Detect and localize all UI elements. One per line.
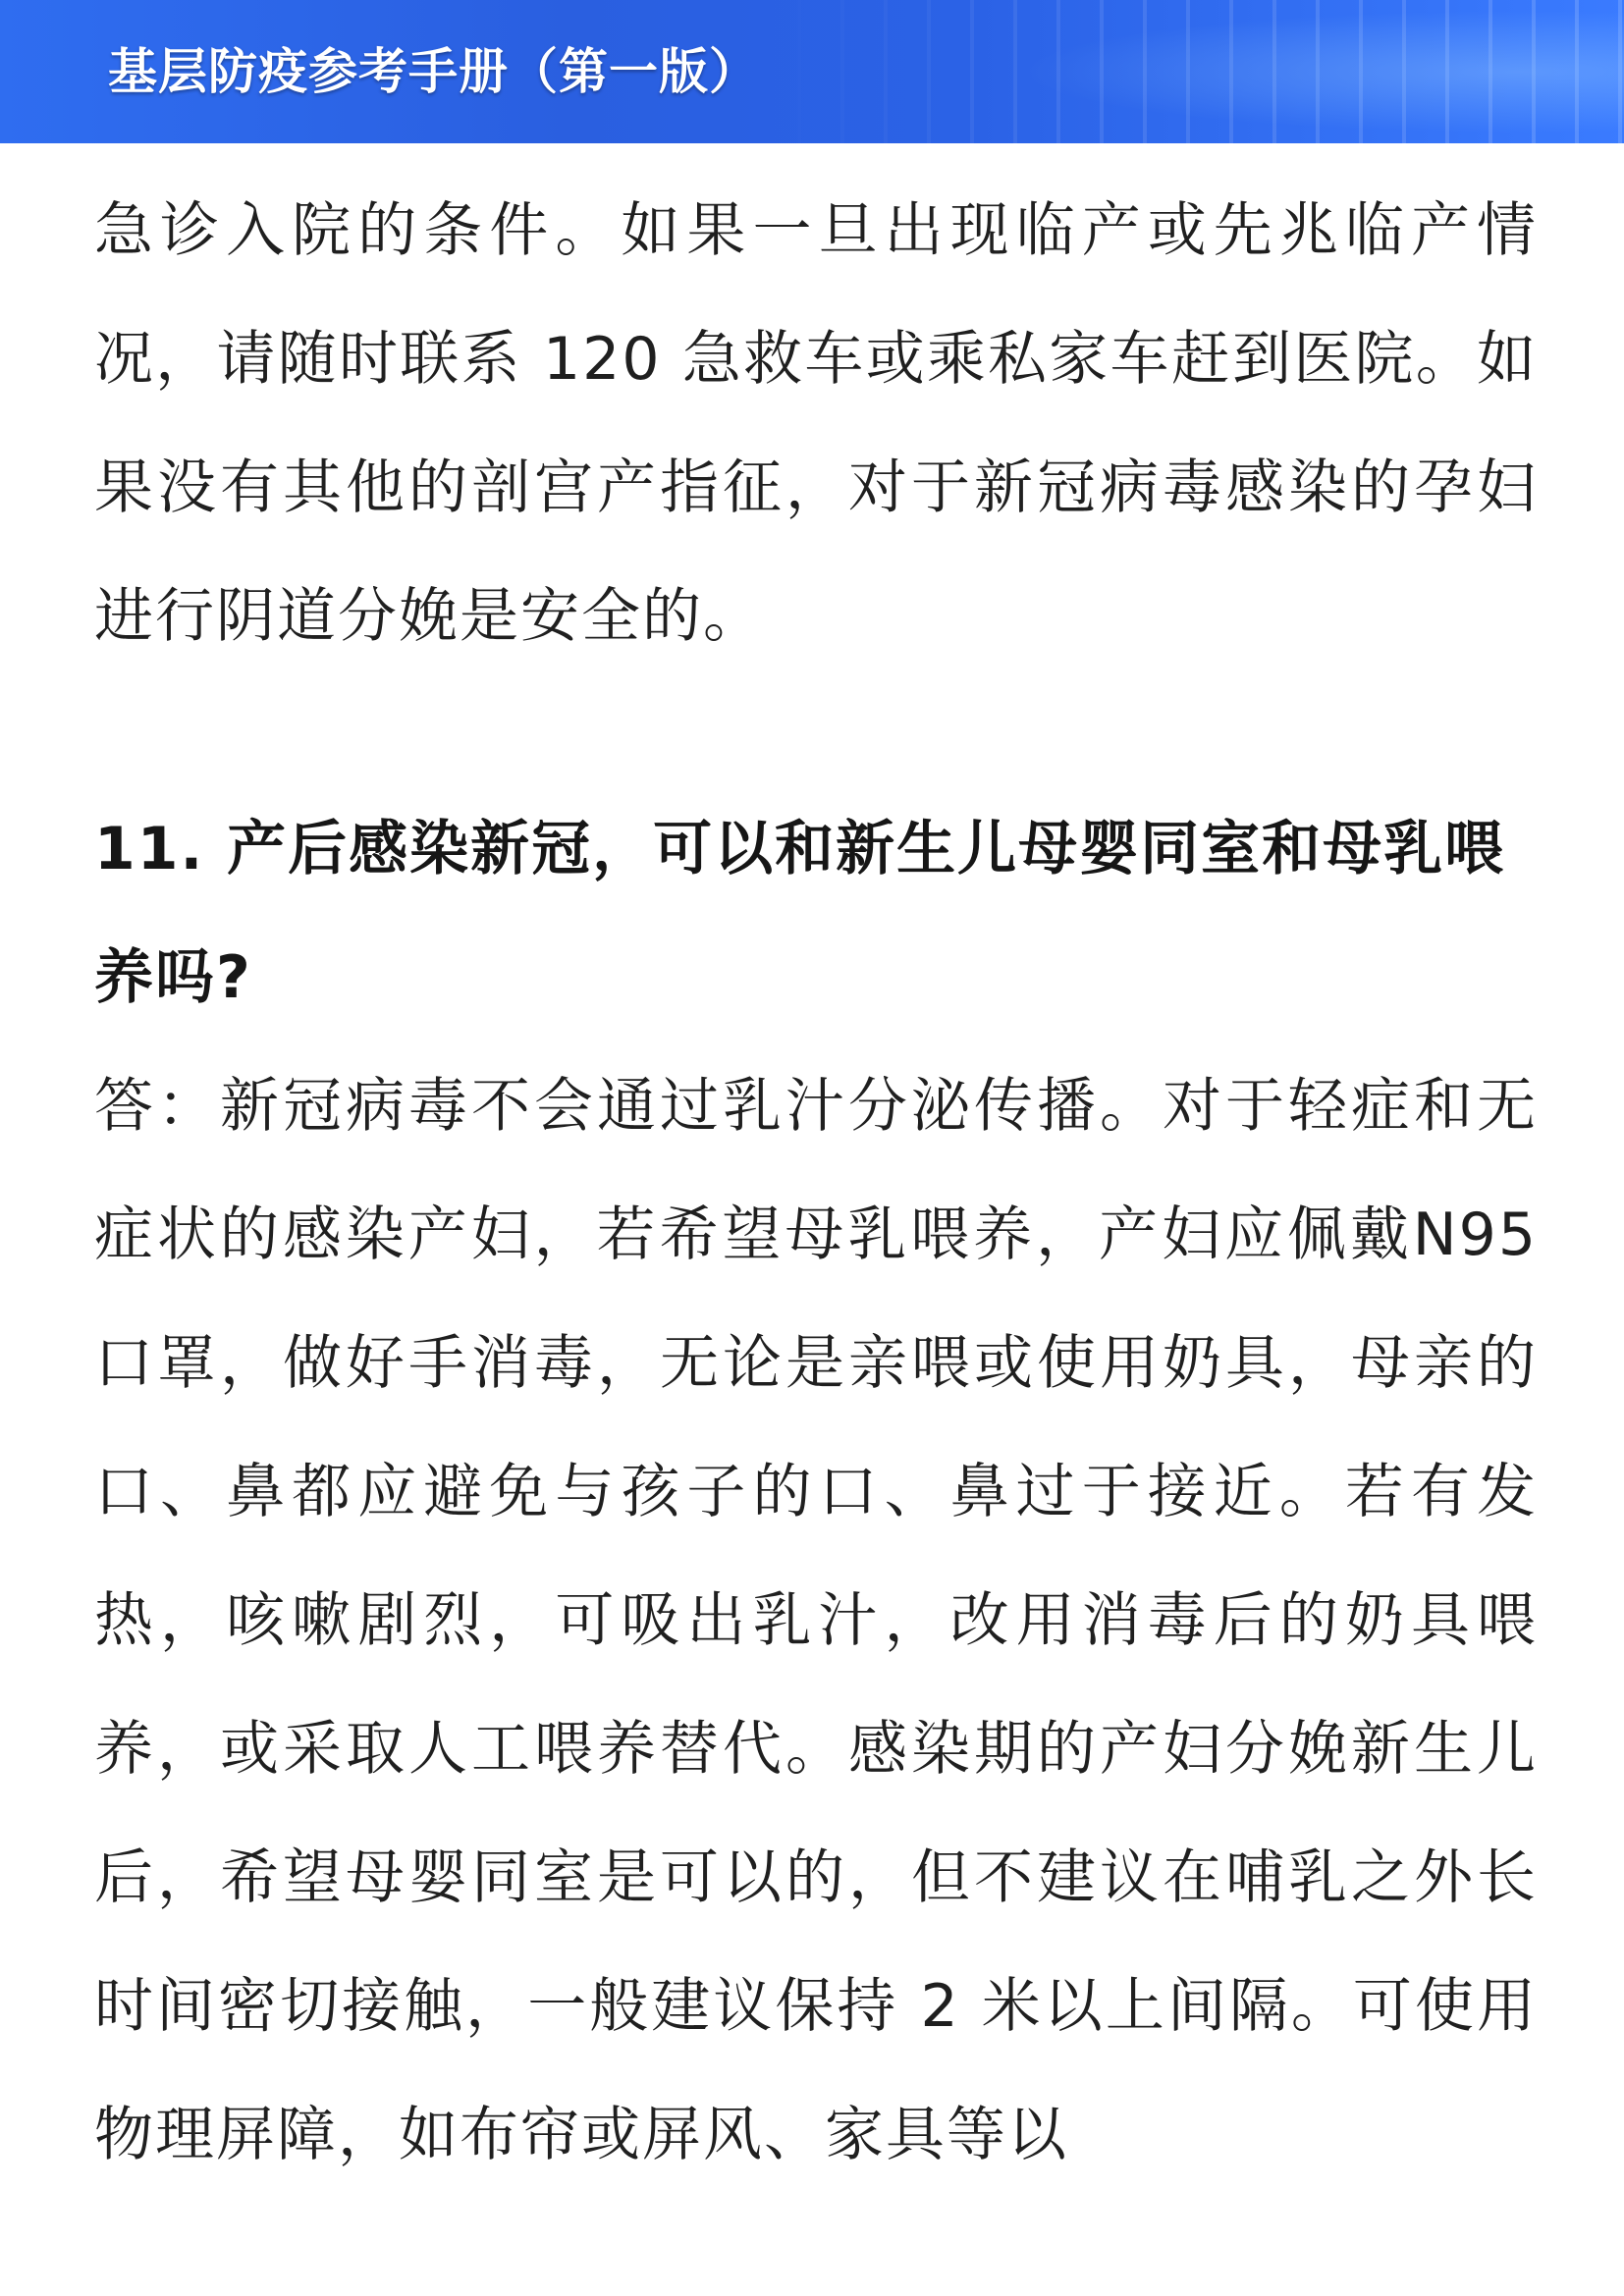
document-title: 基层防疫参考手册（第一版） <box>108 43 759 100</box>
document-body <box>94 167 1538 2200</box>
paragraph-continued: 急诊入院的条件。如果一旦出现临产或先兆临产情况，请随时联系 120 急救车或乘私家车赶到医院。如果没有其他的剖宫产指征，对于新冠病毒感染的孕妇进行阴道分娩是安全的。 <box>94 196 1538 651</box>
answer-paragraph: 答：新冠病毒不会通过乳汁分泌传播。对于轻症和无症状的感染产妇，若希望母乳喂养，产妇应佩戴N95 口罩，做好手消毒，无论是亲喂或使用奶具，母亲的口、鼻都应避免与孩子的口、鼻过于接近。若有发热，咳嗽剧烈，可吸出乳汁，改用消毒后的奶具喂养，或采取人工喂养替代。感染期的产妇分娩新生儿后，希望母婴同室是可以的，但不建议在哺乳之外长时间密切接触，一般建议保持 2 米以上间隔。可使用物理屏障，如布帘或屏风、家具等以 <box>94 1072 1538 2169</box>
header-banner <box>0 0 1624 143</box>
header-decoration-glow <box>937 0 1624 143</box>
question-heading: 11. 产后感染新冠，可以和新生儿母婴同室和母乳喂养吗? <box>94 815 1506 1012</box>
